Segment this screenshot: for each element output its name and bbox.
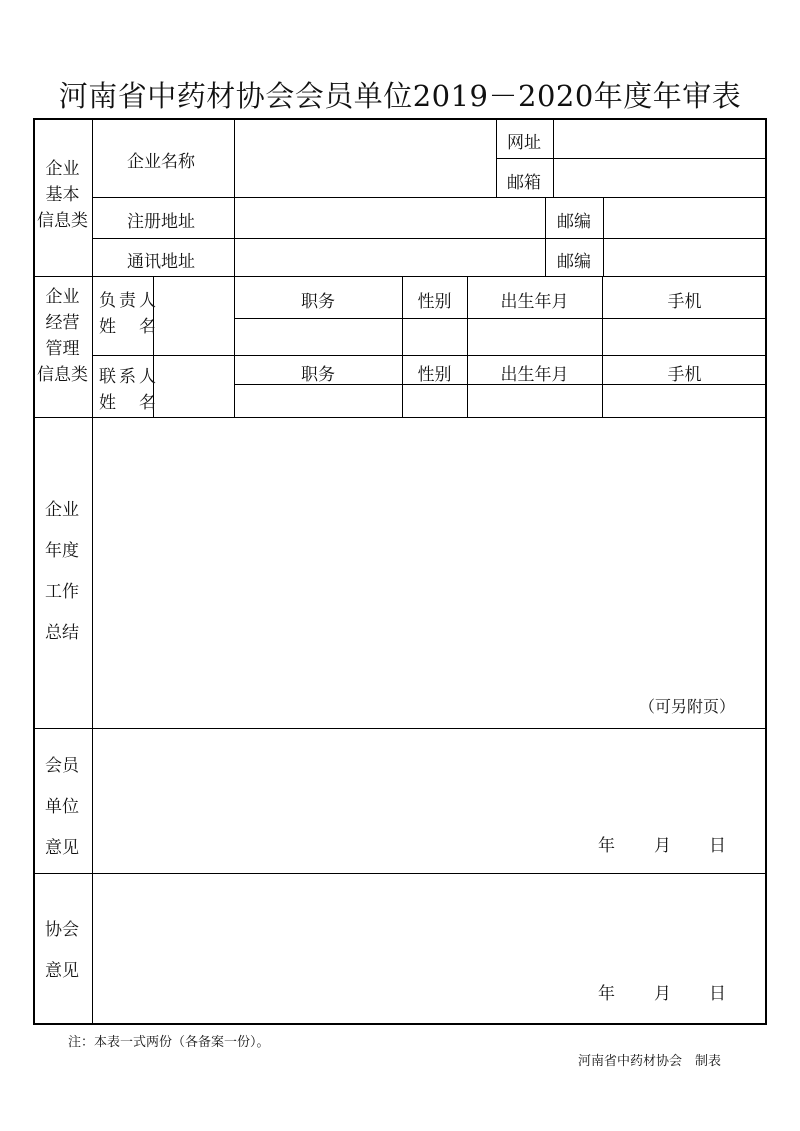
date-day: 日 bbox=[709, 984, 726, 1004]
col-line bbox=[234, 118, 235, 276]
page-title: 河南省中药材协会会员单位2019－2020年度年审表 bbox=[58, 79, 742, 113]
mailing-address-label: 通讯地址 bbox=[127, 252, 195, 272]
row-line bbox=[92, 238, 767, 239]
attach-note: （可另附页） bbox=[639, 697, 736, 716]
col-line bbox=[545, 197, 546, 276]
postcode-label: 邮编 bbox=[557, 212, 591, 232]
column-header-birth-date: 出生年月 bbox=[500, 292, 569, 312]
column-header-gender: 性别 bbox=[417, 292, 452, 312]
row-line bbox=[92, 355, 767, 356]
column-header-birth-date: 出生年月 bbox=[500, 365, 569, 385]
column-header-mobile: 手机 bbox=[667, 292, 702, 312]
column-header-position: 职务 bbox=[301, 292, 335, 312]
category-basic-info: 企业 基本 信息类 bbox=[37, 159, 88, 231]
col-line bbox=[603, 197, 604, 276]
category-management-info: 企业 经营 管理 信息类 bbox=[37, 287, 88, 385]
company-name-label: 企业名称 bbox=[127, 152, 195, 172]
col-line bbox=[496, 118, 497, 197]
registered-address-label: 注册地址 bbox=[127, 212, 195, 232]
border-right bbox=[765, 118, 767, 1025]
border-top bbox=[33, 118, 767, 120]
email-label: 邮箱 bbox=[507, 173, 541, 193]
date-month: 月 bbox=[654, 984, 671, 1004]
website-label: 网址 bbox=[507, 133, 541, 153]
category-member-opinion: 会员 单位 意见 bbox=[45, 756, 79, 858]
section-divider bbox=[33, 417, 767, 418]
row-line bbox=[496, 158, 767, 159]
head-name-label: 负责人 姓 名 bbox=[99, 291, 159, 337]
column-header-mobile: 手机 bbox=[667, 365, 702, 385]
section-divider bbox=[33, 873, 767, 874]
category-column-line bbox=[92, 118, 93, 1025]
maker-note: 河南省中药材协会 制表 bbox=[578, 1054, 722, 1069]
date-day: 日 bbox=[709, 836, 726, 856]
border-left bbox=[33, 118, 35, 1025]
section-divider bbox=[33, 728, 767, 729]
date-year: 年 bbox=[598, 984, 615, 1004]
col-line bbox=[553, 118, 554, 197]
annual-review-form bbox=[33, 118, 767, 1025]
section-divider bbox=[33, 276, 767, 277]
category-association-opinion: 协会 意见 bbox=[45, 920, 79, 981]
footnote: 注：本表一式两份（各备案一份）。 bbox=[68, 1035, 270, 1050]
row-line bbox=[92, 197, 767, 198]
contact-name-label: 联系人 姓 名 bbox=[99, 367, 159, 413]
date-month: 月 bbox=[654, 836, 671, 856]
postcode-label: 邮编 bbox=[557, 252, 591, 272]
date-year: 年 bbox=[598, 836, 615, 856]
category-annual-summary: 企业 年度 工作 总结 bbox=[45, 500, 79, 643]
row-line bbox=[234, 318, 767, 319]
border-bottom bbox=[33, 1023, 767, 1025]
column-header-position: 职务 bbox=[301, 365, 335, 385]
column-header-gender: 性别 bbox=[417, 365, 452, 385]
